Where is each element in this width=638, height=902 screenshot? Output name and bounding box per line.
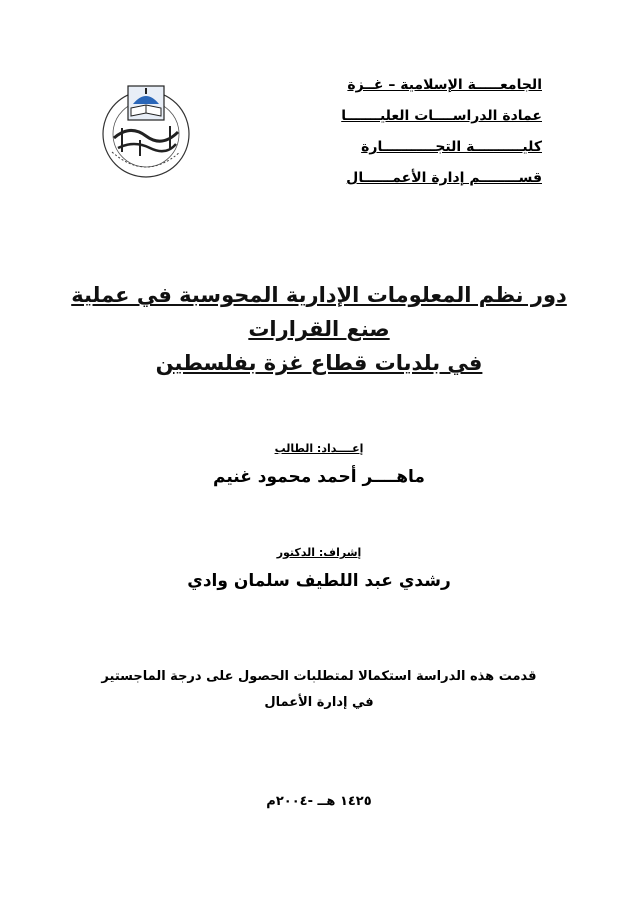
student-name: ماهــــر أحمد محمود غنيم (213, 467, 425, 487)
department-name: قســــــــم إدارة الأعمــــــال (346, 170, 542, 186)
university-logo (100, 78, 192, 182)
statement-line-1: قدمت هذه الدراسة استكمالا لمتطلبات الحصول على درجة الماجستير (101, 669, 537, 684)
thesis-title (60, 278, 578, 380)
thesis-title-line-2: في بلديات قطاع غزة بفلسطين (155, 351, 483, 375)
supervisor-name: رشدي عبد اللطيف سلمان وادي (187, 571, 451, 591)
university-name: الجامعـــــة الإسلامية – غــزة (347, 77, 542, 93)
date-block (0, 794, 638, 809)
statement-line-2: في إدارة الأعمال (264, 695, 374, 710)
faculty-name: كليــــــــــة التجـــــــــــارة (361, 139, 542, 155)
supervisor-label: إشراف: الدكتور (276, 546, 362, 559)
submission-statement (0, 664, 638, 716)
student-block (0, 442, 638, 487)
submission-date: ١٤٢٥ هــ -٢٠٠٤م (266, 794, 372, 809)
university-header (342, 70, 542, 194)
student-label: إعــــداد: الطالب (274, 442, 364, 455)
thesis-title-line-1: دور نظم المعلومات الإدارية المحوسبة في عملية صنع القرارات (71, 283, 567, 341)
graduate-deanship: عمادة الدراســــات العليـــــــا (341, 108, 542, 124)
supervisor-block (0, 546, 638, 591)
